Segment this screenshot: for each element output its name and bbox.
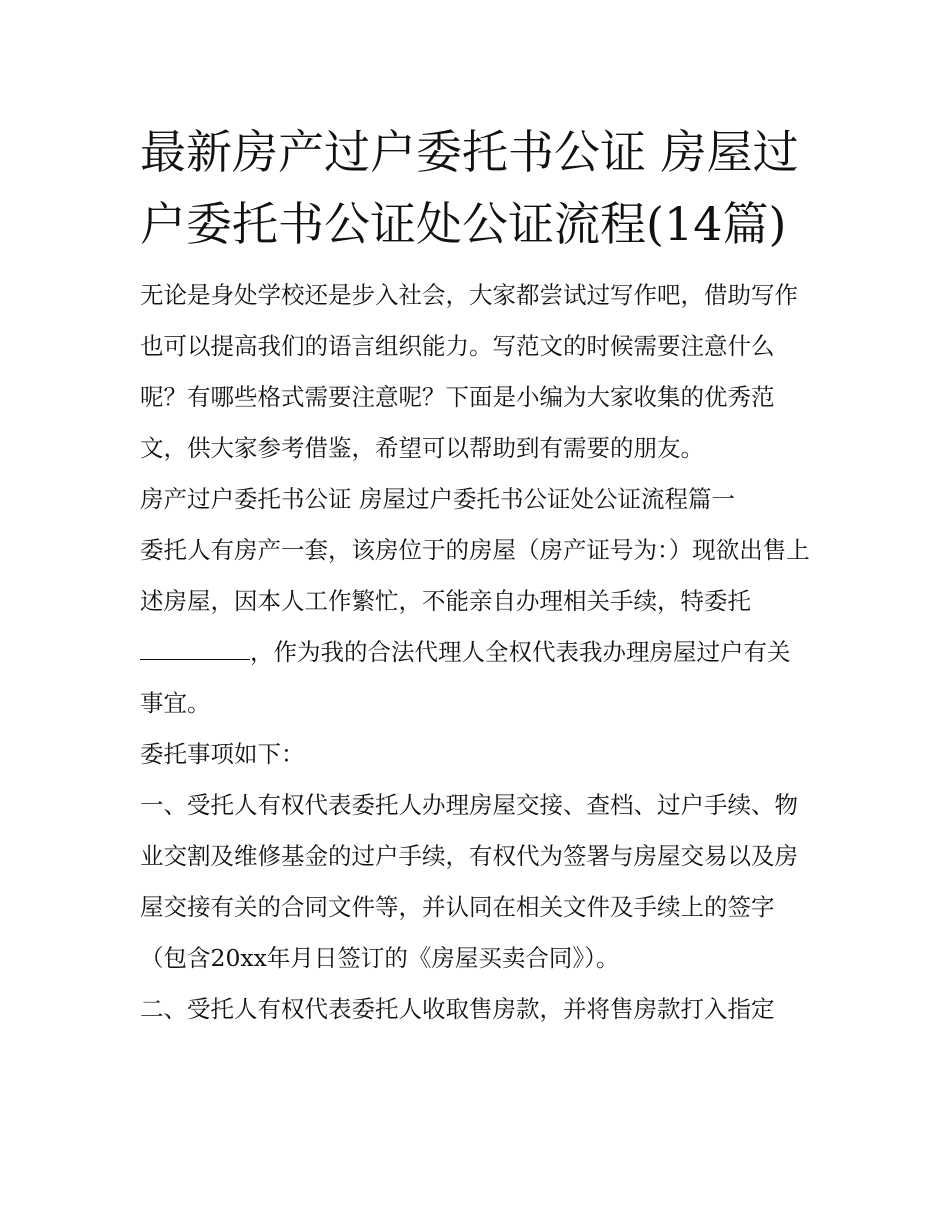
- agent-name-blank: [140, 639, 250, 660]
- section-heading: 房产过户委托书公证 房屋过户委托书公证处公证流程篇一: [140, 485, 735, 513]
- document-title: 最新房产过户委托书公证 房屋过户委托书公证处公证流程(14篇): [140, 125, 799, 251]
- document-body: [140, 116, 812, 1035]
- items-intro: 委托事项如下：: [140, 740, 305, 768]
- entrust-item-2: 二、受托人有权代表委托人收取售房款，并将售房款打入指定: [140, 995, 775, 1023]
- intro-paragraph: 无论是身处学校还是步入社会，大家都尝试过写作吧，借助写作也可以提高我们的语言组织能力。写范文的时候需要注意什么呢？有哪些格式需要注意呢？下面是小编为大家收集的优秀范文，供大家参考借鉴，希望可以帮助到有需要的朋友。: [140, 281, 798, 462]
- entrust-paragraph: [140, 525, 812, 729]
- entrust-text-after: ，作为我的合法代理人全权代表我办理房屋过户有关事宜。: [140, 638, 791, 717]
- entrust-text-before: 委托人有房产一套，该房位于的房屋（房产证号为：）现欲出售上述房屋，因本人工作繁忙，不能亲自办理相关手续，特委托: [140, 536, 810, 615]
- entrust-item-1: 一、受托人有权代表委托人办理房屋交接、查档、过户手续、物业交割及维修基金的过户手续，有权代为签署与房屋交易以及房屋交接有关的合同文件等，并认同在相关文件及手续上的签字（包含20xx年月日签订的《房屋买卖合同》）。: [140, 791, 798, 972]
